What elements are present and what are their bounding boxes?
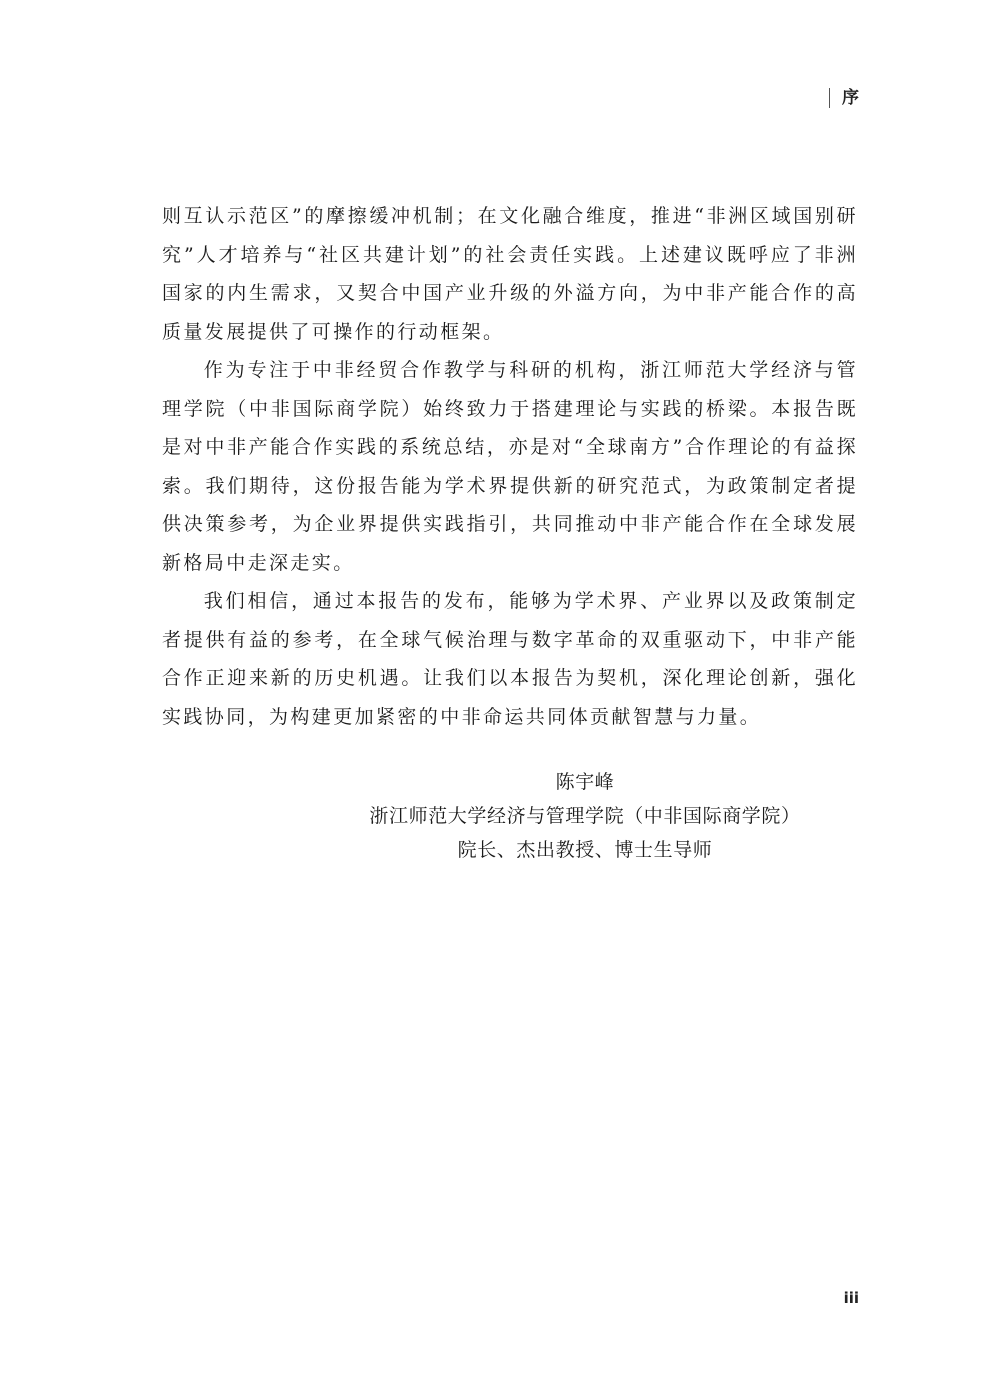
- author-affiliation: 浙江师范大学经济与管理学院（中非国际商学院）: [369, 805, 801, 827]
- signature-block: [340, 765, 830, 867]
- header-divider: [829, 88, 830, 108]
- paragraph-2: 作为专注于中非经贸合作教学与科研的机构，浙江师范大学经济与管理学院（中非国际商学院）始终致力于搭建理论与实践的桥梁。本报告既是对中非产能合作实践的系统总结，亦是对“全球南方”合作理论的有益探索。我们期待，这份报告能为学术界提供新的研究范式，为政策制定者提供决策参考，为企业界提供实践指引，共同推动中非产能合作在全球发展新格局中走深走实。: [162, 359, 858, 574]
- running-header: [829, 88, 859, 108]
- body-text: [162, 197, 858, 736]
- paragraph-1: 则互认示范区”的摩擦缓冲机制；在文化融合维度，推进“非洲区域国别研究”人才培养与“社区共建计划”的社会责任实践。上述建议既呼应了非洲国家的内生需求，又契合中国产业升级的外溢方向，为中非产能合作的高质量发展提供了可操作的行动框架。: [162, 205, 858, 343]
- author-title: 院长、杰出教授、博士生导师: [457, 839, 713, 861]
- section-title: 序: [842, 88, 859, 108]
- paragraph-3: 我们相信，通过本报告的发布，能够为学术界、产业界以及政策制定者提供有益的参考，在全球气候治理与数字革命的双重驱动下，中非产能合作正迎来新的历史机遇。让我们以本报告为契机，深化理论创新，强化实践协同，为构建更加紧密的中非命运共同体贡献智慧与力量。: [162, 590, 858, 728]
- author-name: 陈宇峰: [555, 771, 615, 793]
- page-number: iii: [843, 1289, 859, 1307]
